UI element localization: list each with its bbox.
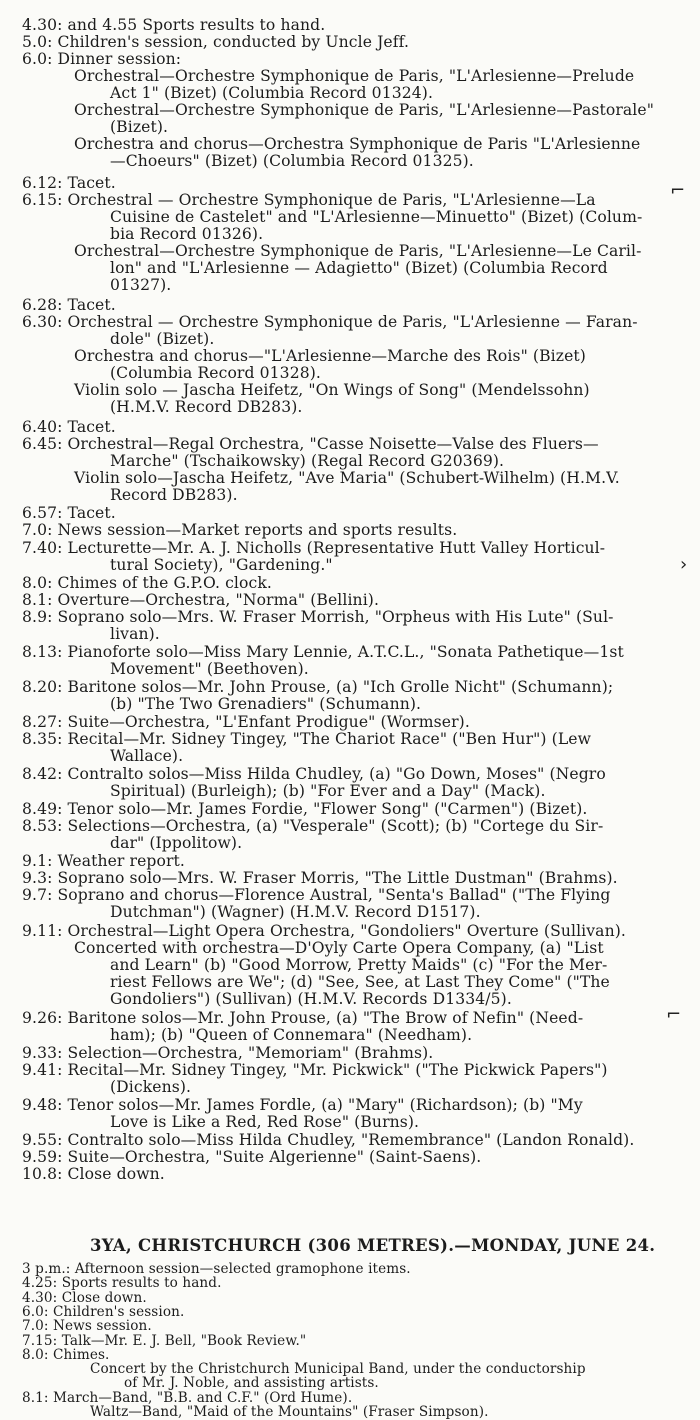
programme-line: 6.28: Tacet. — [22, 296, 116, 314]
programme-line: 6.40: Tacet. — [22, 418, 116, 436]
programme-line: 7.0: News session—Market reports and sports results. — [22, 521, 458, 539]
programme-line: of Mr. J. Noble, and assisting artists. — [124, 1375, 379, 1392]
programme-line: 9.48: Tenor solos—Mr. James Fordle, (a) "Mary" (Richardson); (b) "My — [22, 1096, 583, 1114]
programme-line: 9.7: Soprano and chorus—Florence Austral, "Senta's Ballad" ("The Flying — [22, 886, 611, 904]
programme-line: 8.1: Overture—Orchestra, "Norma" (Bellini). — [22, 591, 380, 609]
programme-line: (b) "The Two Grenadiers" (Schumann). — [110, 695, 422, 713]
programme-line: 4.25: Sports results to hand. — [22, 1275, 222, 1292]
programme-line: ham); (b) "Queen of Connemara" (Needham). — [110, 1026, 473, 1044]
programme-line: Orchestral—Orchestre Symphonique de Paris, "L'Arlesienne—Le Caril- — [74, 242, 642, 260]
programme-line: 8.1: March—Band, "B.B. and C.F." (Ord Hume). — [22, 1389, 353, 1406]
programme-line: Cuisine de Castelet" and "L'Arlesienne—Minuetto" (Bizet) (Colum- — [110, 208, 643, 226]
programme-line: 7.40: Lecturette—Mr. A. J. Nicholls (Representative Hutt Valley Horticul- — [22, 539, 606, 557]
margin-tick-mark: › — [680, 554, 688, 575]
programme-line: 6.45: Orchestral—Regal Orchestra, "Casse Noisette—Valse des Fluers— — [22, 435, 599, 453]
programme-line: lon" and "L'Arlesienne — Adagietto" (Bizet) (Columbia Record — [110, 259, 608, 277]
programme-line: dole" (Bizet). — [110, 330, 215, 348]
programme-line: Marche" (Tschaikowsky) (Regal Record G20369). — [110, 452, 505, 470]
programme-line: 9.41: Recital—Mr. Sidney Tingey, "Mr. Pickwick" ("The Pickwick Papers") — [22, 1061, 608, 1079]
programme-line: 7.15: Talk—Mr. E. J. Bell, "Book Review." — [22, 1332, 307, 1349]
programme-line: 6.0: Children's session. — [22, 1303, 185, 1320]
programme-line: 6.57: Tacet. — [22, 504, 116, 522]
programme-line: bia Record 01326). — [110, 225, 264, 243]
programme-line: Dutchman") (Wagner) (H.M.V. Record D1517). — [110, 903, 481, 921]
margin-tick-mark: ⌐ — [666, 1004, 682, 1025]
programme-line: Movement" (Beethoven). — [110, 660, 309, 678]
programme-line: Orchestral—Orchestre Symphonique de Paris, "L'Arlesienne—Prelude — [74, 67, 635, 85]
programme-line: Spiritual) (Burleigh); (b) "For Ever and a Day" (Mack). — [110, 782, 546, 800]
programme-line: Violin solo—Jascha Heifetz, "Ave Maria" (Schubert-Wilhelm) (H.M.V. — [74, 469, 620, 487]
programme-line: 7.0: News session. — [22, 1318, 152, 1335]
programme-line: Orchestra and chorus—"L'Arlesienne—Marche des Rois" (Bizet) — [74, 347, 586, 365]
programme-line: 9.1: Weather report. — [22, 852, 185, 870]
programme-line: 8.0: Chimes. — [22, 1346, 110, 1363]
programme-line: Love is Like a Red, Red Rose" (Burns). — [110, 1113, 420, 1131]
programme-line: Orchestral—Orchestre Symphonique de Paris, "L'Arlesienne—Pastorale" — [74, 101, 654, 119]
programme-line: 4.30: and 4.55 Sports results to hand. — [22, 16, 326, 34]
programme-line: Waltz—Band, "Maid of the Mountains" (Fraser Simpson). — [90, 1404, 489, 1420]
programme-line: 9.3: Soprano solo—Mrs. W. Fraser Morris, "The Little Dustman" (Brahms). — [22, 869, 618, 887]
programme-line: (Bizet). — [110, 118, 169, 136]
programme-line: 6.12: Tacet. — [22, 174, 116, 192]
programme-line: 8.0: Chimes of the G.P.O. clock. — [22, 574, 272, 592]
programme-line: 4.30: Close down. — [22, 1289, 147, 1306]
programme-line: Violin solo — Jascha Heifetz, "On Wings of Song" (Mendelssohn) — [74, 381, 590, 399]
programme-line: 9.59: Suite—Orchestra, "Suite Algerienne" (Saint-Saens). — [22, 1148, 482, 1166]
programme-line: 8.9: Soprano solo—Mrs. W. Fraser Morrish, "Orpheus with His Lute" (Sul- — [22, 608, 614, 626]
margin-tick-mark: ⌐ — [670, 180, 686, 201]
programme-line: 6.30: Orchestral — Orchestre Symphonique de Paris, "L'Arlesienne — Faran- — [22, 313, 638, 331]
programme-line: 8.13: Pianoforte solo—Miss Mary Lennie, A.T.C.L., "Sonata Pathetique—1st — [22, 643, 624, 661]
programme-line: 5.0: Children's session, conducted by Uncle Jeff. — [22, 33, 409, 51]
programme-line: (Columbia Record 01328). — [110, 364, 321, 382]
programme-line: 8.20: Baritone solos—Mr. John Prouse, (a) "Ich Grolle Nicht" (Schumann); — [22, 678, 614, 696]
programme-line: 6.15: Orchestral — Orchestre Symphonique de Paris, "L'Arlesienne—La — [22, 191, 596, 209]
programme-line: Gondoliers") (Sullivan) (H.M.V. Records D1334/5). — [110, 990, 512, 1008]
programme-line: tural Society), "Gardening." — [110, 556, 333, 574]
programme-line: 8.49: Tenor solo—Mr. James Fordie, "Flower Song" ("Carmen") (Bizet). — [22, 800, 588, 818]
programme-line: 8.53: Selections—Orchestra, (a) "Vesperale" (Scott); (b) "Cortege du Sir- — [22, 817, 604, 835]
programme-line: (H.M.V. Record DB283). — [110, 398, 303, 416]
programme-line: riest Fellows are We"; (d) "See, See, at Last They Come" ("The — [110, 973, 610, 991]
programme-line: dar" (Ippolitow). — [110, 834, 243, 852]
programme-line: 8.42: Contralto solos—Miss Hilda Chudley, (a) "Go Down, Moses" (Negro — [22, 765, 606, 783]
programme-line: 10.8: Close down. — [22, 1165, 165, 1183]
programme-line: Record DB283). — [110, 486, 238, 504]
programme-line: and Learn" (b) "Good Morrow, Pretty Maids" (c) "For the Mer- — [110, 956, 608, 974]
programme-line: 01327). — [110, 276, 172, 294]
programme-line: Concerted with orchestra—D'Oyly Carte Opera Company, (a) "List — [74, 939, 604, 957]
programme-line: Act 1" (Bizet) (Columbia Record 01324). — [110, 84, 434, 102]
programme-line: Orchestra and chorus—Orchestra Symphonique de Paris "L'Arlesienne — [74, 135, 641, 153]
station-heading: 3YA, CHRISTCHURCH (306 METRES).—MONDAY, JUNE 24. — [90, 1236, 656, 1255]
programme-line: 6.0: Dinner session: — [22, 50, 182, 68]
programme-line: livan). — [110, 625, 160, 643]
programme-line: (Dickens). — [110, 1078, 192, 1096]
programme-line: 3 p.m.: Afternoon session—selected gramophone items. — [22, 1261, 411, 1277]
programme-line: 8.27: Suite—Orchestra, "L'Enfant Prodigue" (Wormser). — [22, 713, 470, 731]
programme-line: Wallace). — [110, 747, 184, 765]
programme-line: 9.26: Baritone solos—Mr. John Prouse, (a) "The Brow of Nefin" (Need- — [22, 1009, 584, 1027]
programme-line: 8.35: Recital—Mr. Sidney Tingey, "The Chariot Race" ("Ben Hur") (Lew — [22, 730, 592, 748]
programme-line: 9.11: Orchestral—Light Opera Orchestra, "Gondoliers" Overture (Sullivan). — [22, 922, 626, 940]
programme-line: —Choeurs" (Bizet) (Columbia Record 01325). — [110, 152, 474, 170]
programme-line: Concert by the Christchurch Municipal Band, under the conductorship — [90, 1361, 586, 1378]
programme-line: 9.55: Contralto solo—Miss Hilda Chudley, "Remembrance" (Landon Ronald). — [22, 1131, 635, 1149]
programme-line: 9.33: Selection—Orchestra, "Memoriam" (Brahms). — [22, 1044, 434, 1062]
